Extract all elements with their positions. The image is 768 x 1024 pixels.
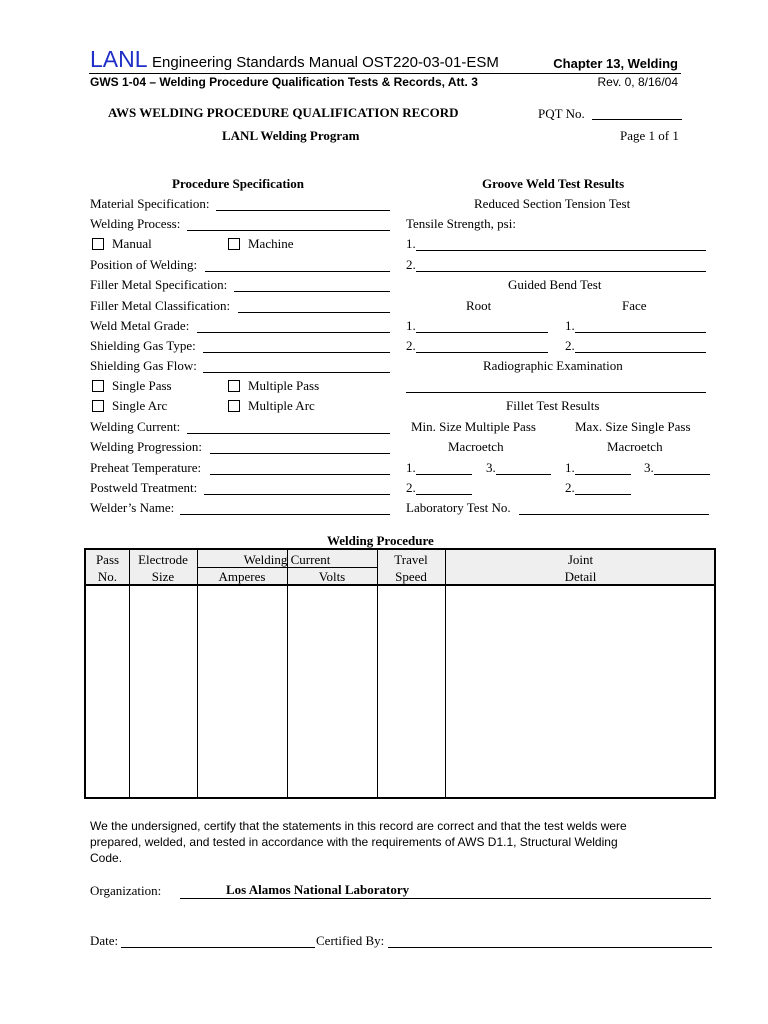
gas-flow-field[interactable] — [203, 372, 390, 373]
max-2-label: 2. — [565, 480, 575, 495]
col-divider-2 — [197, 550, 198, 797]
col-divider-3 — [287, 550, 288, 797]
material-spec-field[interactable] — [216, 210, 390, 211]
welding-process-field[interactable] — [187, 230, 390, 231]
filler-spec-field[interactable] — [234, 291, 390, 292]
groove-heading: Groove Weld Test Results — [482, 176, 625, 191]
current-header: Welding Current — [243, 552, 331, 567]
face-2-field[interactable] — [575, 352, 706, 353]
pass-header-line1: Pass — [95, 552, 120, 567]
macroetch-max-label: Macroetch — [607, 439, 663, 454]
tension-test-heading: Reduced Section Tension Test — [474, 196, 631, 211]
certify-line-2: prepared, welded, and tested in accordance with the requirements of AWS D1.1, Structural Welding — [90, 835, 618, 849]
welder-name-label: Welder’s Name: — [90, 500, 175, 515]
manual-label: Manual — [112, 236, 152, 251]
min-3-label: 3. — [486, 460, 496, 475]
joint-header-line1: Joint — [567, 552, 594, 567]
lanl-logo-text: LANL — [90, 46, 148, 72]
max-3-label: 3. — [644, 460, 654, 475]
header-brand-line — [90, 46, 499, 76]
multiple-pass-label: Multiple Pass — [248, 378, 320, 393]
welder-name-field[interactable] — [180, 514, 390, 515]
travel-header-line2: Speed — [395, 569, 427, 584]
col-divider-4 — [377, 550, 378, 797]
bend-test-heading: Guided Bend Test — [508, 277, 602, 292]
date-label: Date: — [90, 933, 119, 948]
weld-grade-label: Weld Metal Grade: — [90, 318, 190, 333]
single-arc-checkbox[interactable] — [92, 400, 104, 412]
welding-current-label: Welding Current: — [90, 419, 181, 434]
joint-header-line2: Detail — [564, 569, 597, 584]
welding-progression-label: Welding Progression: — [90, 439, 202, 454]
header-rule — [89, 73, 681, 74]
min-3-field[interactable] — [496, 474, 551, 475]
position-field[interactable] — [205, 271, 390, 272]
pass-header — [86, 551, 129, 585]
max-2-field[interactable] — [575, 494, 631, 495]
lab-test-field[interactable] — [519, 514, 709, 515]
pqt-field[interactable] — [592, 119, 682, 120]
postweld-label: Postweld Treatment: — [90, 480, 198, 495]
filler-spec-label: Filler Metal Specification: — [90, 277, 228, 292]
certified-by-field[interactable] — [388, 947, 712, 948]
page-number: Page 1 of 1 — [620, 128, 679, 143]
tensile-strength-label: Tensile Strength, psi: — [406, 216, 516, 231]
program-label: LANL Welding Program — [222, 128, 360, 143]
face-label: Face — [622, 298, 647, 313]
certify-line-1: We the undersigned, certify that the statements in this record are correct and that the test welds were — [90, 819, 627, 833]
root-2-label: 2. — [406, 338, 416, 353]
preheat-field[interactable] — [210, 474, 390, 475]
tensile-1-field[interactable] — [416, 250, 706, 251]
welding-progression-field[interactable] — [210, 453, 390, 454]
root-1-label: 1. — [406, 318, 416, 333]
col-divider-5 — [445, 550, 446, 797]
face-1-field[interactable] — [575, 332, 706, 333]
manual-title: Engineering Standards Manual OST220-03-01-ESM — [152, 54, 499, 71]
multiple-arc-label: Multiple Arc — [248, 398, 315, 413]
root-label: Root — [466, 298, 492, 313]
procedure-spec-heading: Procedure Specification — [172, 176, 305, 191]
amperes-header: Amperes — [218, 569, 266, 584]
fillet-heading: Fillet Test Results — [506, 398, 600, 413]
certified-by-label: Certified By: — [316, 933, 385, 948]
macroetch-min-label: Macroetch — [448, 439, 504, 454]
postweld-field[interactable] — [204, 494, 390, 495]
face-1-label: 1. — [565, 318, 575, 333]
joint-header — [445, 551, 716, 585]
machine-label: Machine — [248, 236, 294, 251]
form-title: AWS WELDING PROCEDURE QUALIFICATION RECORD — [108, 105, 459, 120]
travel-header-line1: Travel — [394, 552, 428, 567]
min-1-label: 1. — [406, 460, 416, 475]
radiographic-field[interactable] — [406, 392, 706, 393]
lab-test-label: Laboratory Test No. — [406, 500, 511, 515]
radiographic-heading: Radiographic Examination — [483, 358, 623, 373]
preheat-label: Preheat Temperature: — [90, 460, 202, 475]
gas-type-label: Shielding Gas Type: — [90, 338, 196, 353]
root-2-field[interactable] — [416, 352, 548, 353]
max-1-field[interactable] — [575, 474, 631, 475]
multiple-pass-checkbox[interactable] — [228, 380, 240, 392]
machine-checkbox[interactable] — [228, 238, 240, 250]
face-2-label: 2. — [565, 338, 575, 353]
single-arc-label: Single Arc — [112, 398, 168, 413]
max-size-label: Max. Size Single Pass — [575, 419, 691, 434]
organization-label: Organization: — [90, 883, 162, 898]
single-pass-checkbox[interactable] — [92, 380, 104, 392]
max-3-field[interactable] — [654, 474, 710, 475]
revision-label: Rev. 0, 8/16/04 — [597, 75, 678, 89]
electrode-header — [129, 551, 197, 585]
multiple-arc-checkbox[interactable] — [228, 400, 240, 412]
welding-current-field[interactable] — [187, 433, 390, 434]
certify-line-3: Code. — [90, 851, 123, 865]
min-2-label: 2. — [406, 480, 416, 495]
col-divider-1 — [129, 550, 130, 797]
chapter-label: Chapter 13, Welding — [553, 56, 678, 71]
material-spec-label: Material Specification: — [90, 196, 210, 211]
electrode-header-line2: Size — [151, 569, 175, 584]
pqt-label: PQT No. — [538, 106, 585, 121]
welding-procedure-title: Welding Procedure — [327, 533, 434, 548]
single-pass-label: Single Pass — [112, 378, 172, 393]
organization-field[interactable] — [180, 898, 711, 899]
max-1-label: 1. — [565, 460, 575, 475]
header-subtitle: GWS 1-04 – Welding Procedure Qualification Tests & Records, Att. 3 — [90, 75, 478, 89]
tensile-1-label: 1. — [406, 236, 416, 251]
manual-checkbox[interactable] — [92, 238, 104, 250]
gas-type-field[interactable] — [203, 352, 390, 353]
filler-class-field[interactable] — [238, 312, 390, 313]
welding-procedure-table — [84, 548, 716, 799]
volts-header: Volts — [318, 569, 346, 584]
travel-header — [377, 551, 445, 585]
welding-process-label: Welding Process: — [90, 216, 181, 231]
date-field[interactable] — [121, 947, 315, 948]
organization-value: Los Alamos National Laboratory — [226, 882, 410, 897]
pass-header-line2: No. — [97, 569, 118, 584]
weld-grade-field[interactable] — [197, 332, 390, 333]
min-2-field[interactable] — [416, 494, 472, 495]
filler-class-label: Filler Metal Classification: — [90, 298, 231, 313]
gas-flow-label: Shielding Gas Flow: — [90, 358, 197, 373]
electrode-header-line1: Electrode — [138, 552, 188, 567]
min-1-field[interactable] — [416, 474, 472, 475]
tensile-2-field[interactable] — [416, 271, 706, 272]
tensile-2-label: 2. — [406, 257, 416, 272]
position-label: Position of Welding: — [90, 257, 198, 272]
min-size-label: Min. Size Multiple Pass — [411, 419, 536, 434]
root-1-field[interactable] — [416, 332, 548, 333]
